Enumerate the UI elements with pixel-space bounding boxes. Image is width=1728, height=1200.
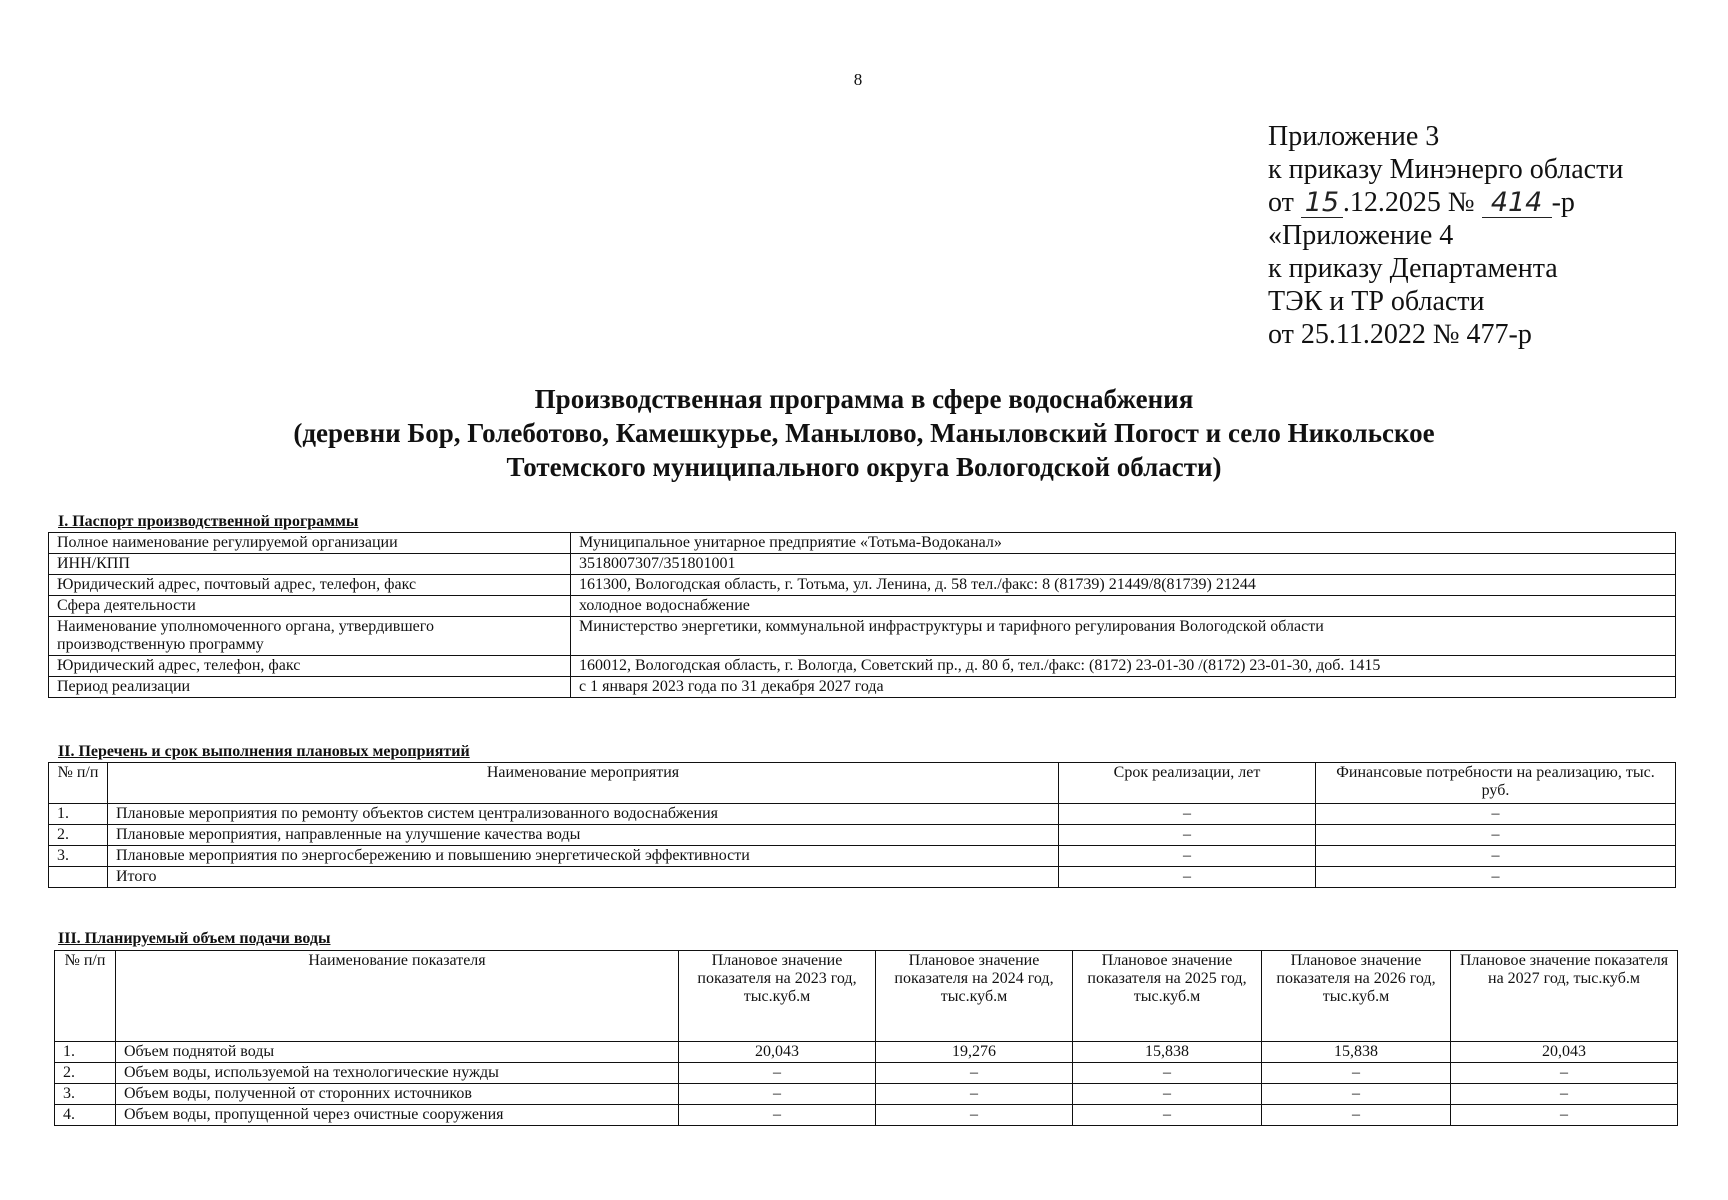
passport-value: 160012, Вологодская область, г. Вологда, Советский пр., д. 80 б, тел./факс: (8172) 23-01-30 /(8172) 23-01-30, доб. 1415	[571, 656, 1676, 677]
volume-row	[55, 1063, 1678, 1084]
header-num: № п/п	[49, 763, 108, 804]
passport-value: Министерство энергетики, коммунальной инфраструктуры и тарифного регулирования Вологодской области	[571, 617, 1676, 656]
header-num: № п/п	[55, 951, 116, 1042]
appendix-date-mid: .12.2025 №	[1342, 187, 1475, 218]
handwritten-order-number: 414	[1482, 189, 1552, 218]
passport-key: Сфера деятельности	[49, 596, 571, 617]
measure-row	[49, 846, 1676, 867]
header-term: Срок реализации, лет	[1059, 763, 1316, 804]
header-name: Наименование мероприятия	[108, 763, 1059, 804]
document-title	[200, 382, 1528, 484]
appendix-line-7: от 25.11.2022 № 477-р	[1268, 319, 1532, 350]
passport-key: Полное наименование регулируемой организации	[49, 533, 571, 554]
passport-table	[48, 532, 1676, 698]
measure-term: –	[1059, 825, 1316, 846]
water-volume-table	[54, 950, 1678, 1126]
volume-value: –	[1262, 1063, 1451, 1084]
volume-num: 3.	[55, 1084, 116, 1105]
volume-value: –	[1451, 1105, 1678, 1126]
measure-name: Плановые мероприятия по ремонту объектов систем централизованного водоснабжения	[108, 804, 1059, 825]
appendix-line-6: ТЭК и ТР области	[1268, 286, 1485, 317]
measure-name: Плановые мероприятия по энергосбережению и повышению энергетической эффективности	[108, 846, 1059, 867]
volume-value: –	[679, 1105, 876, 1126]
passport-key: ИНН/КПП	[49, 554, 571, 575]
measure-finance: –	[1316, 846, 1676, 867]
volume-value: –	[679, 1084, 876, 1105]
volume-row	[55, 1084, 1678, 1105]
volume-indicator: Объем воды, пропущенной через очистные сооружения	[116, 1105, 679, 1126]
volume-value: –	[1073, 1084, 1262, 1105]
header-2026: Плановое значение показателя на 2026 год, тыс.куб.м	[1262, 951, 1451, 1042]
passport-key: Юридический адрес, телефон, факс	[49, 656, 571, 677]
volume-value: –	[1073, 1063, 1262, 1084]
measure-num	[49, 867, 108, 888]
header-2025: Плановое значение показателя на 2025 год, тыс.куб.м	[1073, 951, 1262, 1042]
volume-row	[55, 1105, 1678, 1126]
header-2027: Плановое значение показателя на 2027 год, тыс.куб.м	[1451, 951, 1678, 1042]
passport-value: холодное водоснабжение	[571, 596, 1676, 617]
volume-num: 2.	[55, 1063, 116, 1084]
measure-num: 3.	[49, 846, 108, 867]
volume-num: 1.	[55, 1042, 116, 1063]
volume-value: –	[876, 1105, 1073, 1126]
appendix-line-1: Приложение 3	[1268, 121, 1440, 152]
appendix-date-prefix: от	[1268, 187, 1294, 218]
volume-value: –	[1451, 1084, 1678, 1105]
header-finance: Финансовые потребности на реализацию, тыс. руб.	[1316, 763, 1676, 804]
volume-indicator: Объем поднятой воды	[116, 1042, 679, 1063]
volume-value: –	[1451, 1063, 1678, 1084]
passport-row	[49, 596, 1676, 617]
volume-row	[55, 1042, 1678, 1063]
measure-term: –	[1059, 804, 1316, 825]
appendix-block	[1268, 120, 1623, 351]
passport-value: 3518007307/351801001	[571, 554, 1676, 575]
passport-row	[49, 656, 1676, 677]
handwritten-day: 15	[1301, 189, 1343, 218]
measure-row	[49, 867, 1676, 888]
volume-indicator: Объем воды, используемой на технологические нужды	[116, 1063, 679, 1084]
appendix-line-5: к приказу Департамента	[1268, 253, 1558, 284]
section-1-heading: I. Паспорт производственной программы	[58, 513, 359, 530]
measure-num: 1.	[49, 804, 108, 825]
title-line-1: Производственная программа в сфере водоснабжения	[534, 384, 1194, 414]
passport-key: Наименование уполномоченного органа, утвердившего производственную программу	[49, 617, 571, 656]
passport-row	[49, 617, 1676, 656]
title-line-3: Тотемского муниципального округа Вологодской области)	[506, 452, 1222, 482]
volume-header-row	[55, 951, 1678, 1042]
volume-value: –	[876, 1084, 1073, 1105]
measure-name: Итого	[108, 867, 1059, 888]
volume-value: –	[1262, 1105, 1451, 1126]
measure-row	[49, 804, 1676, 825]
volume-value: 15,838	[1073, 1042, 1262, 1063]
section-2-heading: II. Перечень и срок выполнения плановых мероприятий	[58, 743, 470, 760]
volume-value: 19,276	[876, 1042, 1073, 1063]
appendix-line-3	[1268, 186, 1623, 219]
passport-value: с 1 января 2023 года по 31 декабря 2027 года	[571, 677, 1676, 698]
measure-row	[49, 825, 1676, 846]
volume-num: 4.	[55, 1105, 116, 1126]
measure-term: –	[1059, 867, 1316, 888]
passport-value: Муниципальное унитарное предприятие «Тотьма-Водоканал»	[571, 533, 1676, 554]
header-2023: Плановое значение показателя на 2023 год, тыс.куб.м	[679, 951, 876, 1042]
measure-finance: –	[1316, 804, 1676, 825]
measures-header-row	[49, 763, 1676, 804]
header-indicator: Наименование показателя	[116, 951, 679, 1042]
measures-table	[48, 762, 1676, 888]
appendix-line-4: «Приложение 4	[1268, 220, 1454, 251]
passport-key: Период реализации	[49, 677, 571, 698]
volume-value: –	[1073, 1105, 1262, 1126]
measure-finance: –	[1316, 825, 1676, 846]
passport-value: 161300, Вологодская область, г. Тотьма, ул. Ленина, д. 58 тел./факс: 8 (81739) 21449/8(81739) 21244	[571, 575, 1676, 596]
volume-value: 20,043	[1451, 1042, 1678, 1063]
volume-value: 15,838	[1262, 1042, 1451, 1063]
measure-finance: –	[1316, 867, 1676, 888]
title-line-2: (деревни Бор, Голеботово, Камешкурье, Манылово, Маныловский Погост и село Никольское	[293, 418, 1435, 448]
volume-indicator: Объем воды, полученной от сторонних источников	[116, 1084, 679, 1105]
volume-value: –	[679, 1063, 876, 1084]
passport-key: Юридический адрес, почтовый адрес, телефон, факс	[49, 575, 571, 596]
volume-value: –	[876, 1063, 1073, 1084]
volume-value: 20,043	[679, 1042, 876, 1063]
appendix-date-suffix: -р	[1551, 187, 1575, 218]
page-number: 8	[853, 70, 863, 89]
passport-row	[49, 533, 1676, 554]
measure-term: –	[1059, 846, 1316, 867]
appendix-line-2: к приказу Минэнерго области	[1268, 154, 1624, 185]
measure-num: 2.	[49, 825, 108, 846]
passport-row	[49, 575, 1676, 596]
header-2024: Плановое значение показателя на 2024 год, тыс.куб.м	[876, 951, 1073, 1042]
measure-name: Плановые мероприятия, направленные на улучшение качества воды	[108, 825, 1059, 846]
volume-value: –	[1262, 1084, 1451, 1105]
passport-row	[49, 554, 1676, 575]
section-3-heading: III. Планируемый объем подачи воды	[58, 930, 331, 947]
passport-row	[49, 677, 1676, 698]
